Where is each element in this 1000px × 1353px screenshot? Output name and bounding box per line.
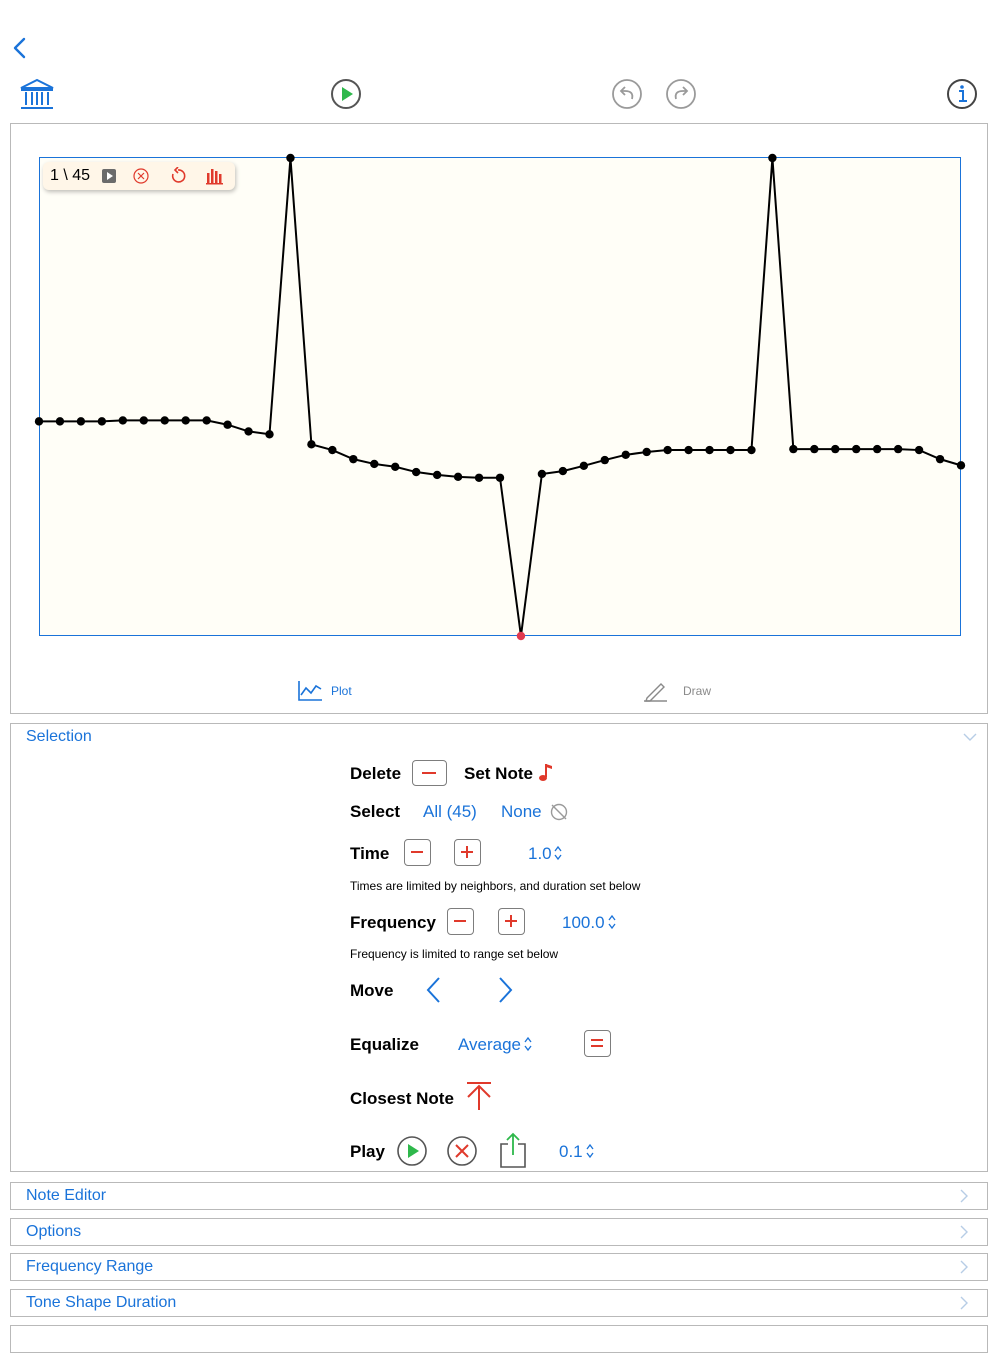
section-title: Note Editor bbox=[26, 1187, 107, 1204]
data-point[interactable] bbox=[307, 440, 315, 448]
plus-icon bbox=[504, 914, 518, 928]
share-icon[interactable] bbox=[498, 1131, 528, 1169]
data-point[interactable] bbox=[244, 427, 252, 435]
stop-circle-icon[interactable] bbox=[446, 1135, 478, 1167]
data-point[interactable] bbox=[915, 446, 923, 454]
bar-chart-icon[interactable] bbox=[205, 167, 225, 185]
play-circle-icon[interactable] bbox=[330, 78, 362, 110]
frequency-note: Frequency is limited to range set below bbox=[350, 947, 559, 961]
plot-mini-toolbar bbox=[43, 162, 235, 190]
data-point[interactable] bbox=[705, 446, 713, 454]
move-left-chevron-icon[interactable] bbox=[424, 976, 444, 1004]
data-point[interactable] bbox=[894, 445, 902, 453]
data-point[interactable] bbox=[642, 448, 650, 456]
point-counter: 1 \ 45 bbox=[50, 167, 91, 184]
select-all-button[interactable]: All (45) bbox=[423, 802, 477, 821]
data-point[interactable] bbox=[349, 455, 357, 463]
data-point[interactable] bbox=[726, 446, 734, 454]
data-point[interactable] bbox=[789, 445, 797, 453]
data-point[interactable] bbox=[454, 473, 462, 481]
music-note-icon[interactable] bbox=[538, 762, 554, 784]
data-point[interactable] bbox=[601, 456, 609, 464]
delete-label: Delete bbox=[350, 764, 402, 783]
minus-icon bbox=[421, 766, 437, 780]
data-point[interactable] bbox=[684, 446, 692, 454]
snap-to-top-arrow-icon[interactable] bbox=[465, 1081, 493, 1111]
stepper-updown-icon[interactable] bbox=[585, 1143, 595, 1159]
plot-chart[interactable] bbox=[11, 124, 989, 715]
data-point[interactable] bbox=[433, 471, 441, 479]
move-label: Move bbox=[350, 981, 394, 1000]
section-note-editor[interactable] bbox=[10, 1182, 988, 1210]
data-point[interactable] bbox=[370, 460, 378, 468]
tab-plot[interactable] bbox=[297, 680, 377, 704]
section-partial bbox=[10, 1325, 988, 1353]
closest-note-label: Closest Note bbox=[350, 1089, 454, 1108]
stepper-updown-icon[interactable] bbox=[553, 845, 563, 861]
data-point[interactable] bbox=[496, 474, 504, 482]
data-point[interactable] bbox=[957, 461, 965, 469]
data-point[interactable] bbox=[223, 421, 231, 429]
play-circle-icon[interactable] bbox=[396, 1135, 428, 1167]
data-point[interactable] bbox=[56, 417, 64, 425]
undo-icon[interactable] bbox=[611, 78, 643, 110]
section-title: Tone Shape Duration bbox=[26, 1294, 177, 1311]
time-decrease-button[interactable] bbox=[404, 839, 431, 866]
stepper-updown-icon[interactable] bbox=[607, 914, 617, 930]
data-point[interactable] bbox=[181, 416, 189, 424]
data-point[interactable] bbox=[936, 455, 944, 463]
frequency-step-value[interactable]: 100.0 bbox=[562, 913, 605, 932]
plus-icon bbox=[460, 845, 474, 859]
section-options[interactable] bbox=[10, 1218, 988, 1246]
data-point[interactable] bbox=[265, 430, 273, 438]
data-point[interactable] bbox=[412, 468, 420, 476]
reset-icon[interactable] bbox=[169, 167, 187, 185]
minus-icon bbox=[410, 846, 424, 858]
minus-icon bbox=[453, 915, 467, 927]
line-chart-icon bbox=[297, 680, 323, 702]
frequency-label: Frequency bbox=[350, 913, 436, 932]
data-point[interactable] bbox=[391, 463, 399, 471]
data-point[interactable] bbox=[286, 154, 294, 162]
set-note-label: Set Note bbox=[464, 764, 533, 783]
clear-circle-icon[interactable] bbox=[133, 168, 149, 184]
tab-plot-label: Plot bbox=[331, 684, 352, 698]
delete-button[interactable] bbox=[412, 760, 447, 786]
chevron-down-icon[interactable] bbox=[963, 732, 977, 742]
data-point[interactable] bbox=[580, 462, 588, 470]
section-tone-shape-duration[interactable] bbox=[10, 1289, 988, 1317]
equalize-label: Equalize bbox=[350, 1035, 419, 1054]
data-point[interactable] bbox=[831, 445, 839, 453]
data-point[interactable] bbox=[873, 445, 881, 453]
selected-data-point[interactable] bbox=[517, 632, 525, 640]
data-point[interactable] bbox=[622, 451, 630, 459]
play-label: Play bbox=[350, 1142, 385, 1161]
data-point[interactable] bbox=[328, 446, 336, 454]
data-point[interactable] bbox=[663, 446, 671, 454]
time-label: Time bbox=[350, 844, 390, 863]
tab-draw-label: Draw bbox=[683, 684, 712, 698]
plot-panel bbox=[10, 123, 988, 714]
data-point[interactable] bbox=[768, 154, 776, 162]
back-chevron-icon[interactable] bbox=[10, 37, 30, 59]
time-step-value[interactable]: 1.0 bbox=[528, 844, 552, 863]
selection-panel bbox=[10, 723, 988, 1172]
section-title: Frequency Range bbox=[26, 1258, 154, 1275]
selection-header[interactable]: Selection bbox=[26, 728, 92, 745]
pencil-icon bbox=[643, 680, 669, 702]
data-point[interactable] bbox=[852, 445, 860, 453]
data-point[interactable] bbox=[747, 446, 755, 454]
chevron-right-icon bbox=[957, 1189, 971, 1203]
data-point[interactable] bbox=[140, 416, 148, 424]
library-icon[interactable] bbox=[19, 78, 55, 112]
equals-icon bbox=[590, 1037, 604, 1049]
data-point[interactable] bbox=[559, 467, 567, 475]
play-step-value[interactable]: 0.1 bbox=[559, 1142, 583, 1161]
data-point[interactable] bbox=[77, 417, 85, 425]
play-square-icon[interactable] bbox=[101, 168, 117, 184]
data-point[interactable] bbox=[538, 470, 546, 478]
frequency-increase-button[interactable] bbox=[498, 908, 525, 935]
chevron-right-icon bbox=[957, 1225, 971, 1239]
section-frequency-range[interactable] bbox=[10, 1253, 988, 1281]
equalize-button[interactable] bbox=[584, 1030, 611, 1057]
data-point[interactable] bbox=[119, 416, 127, 424]
data-point[interactable] bbox=[161, 416, 169, 424]
time-increase-button[interactable] bbox=[454, 839, 481, 866]
tab-draw[interactable] bbox=[643, 680, 723, 704]
move-right-chevron-icon[interactable] bbox=[495, 976, 515, 1004]
data-point[interactable] bbox=[35, 417, 43, 425]
redo-icon[interactable] bbox=[665, 78, 697, 110]
data-point[interactable] bbox=[810, 445, 818, 453]
section-title: Options bbox=[26, 1223, 82, 1240]
select-none-button[interactable]: None bbox=[501, 802, 542, 821]
time-note: Times are limited by neighbors, and duration set below bbox=[350, 879, 641, 893]
select-label: Select bbox=[350, 802, 401, 821]
equalize-mode-value[interactable]: Average bbox=[458, 1035, 522, 1054]
stepper-updown-icon[interactable] bbox=[523, 1036, 533, 1052]
no-selection-icon[interactable] bbox=[549, 802, 569, 822]
data-point[interactable] bbox=[475, 474, 483, 482]
chevron-right-icon bbox=[957, 1296, 971, 1310]
chevron-right-icon bbox=[957, 1260, 971, 1274]
info-circle-icon[interactable] bbox=[946, 78, 978, 110]
data-point[interactable] bbox=[98, 417, 106, 425]
frequency-decrease-button[interactable] bbox=[447, 908, 474, 935]
data-point[interactable] bbox=[202, 416, 210, 424]
tone-curve-line[interactable] bbox=[39, 158, 961, 636]
